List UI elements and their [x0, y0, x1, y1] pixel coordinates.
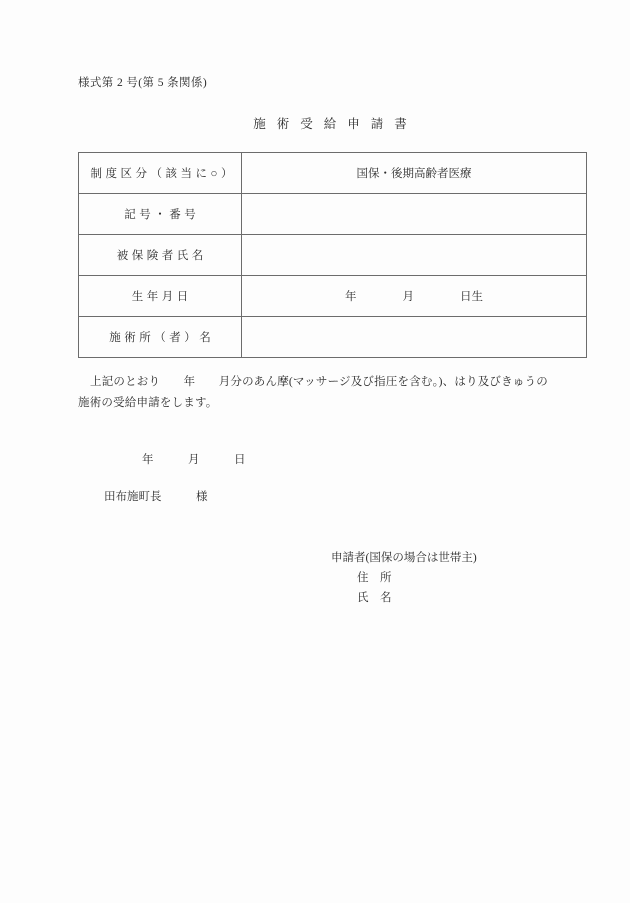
table-row	[79, 153, 587, 194]
table-row	[79, 194, 587, 235]
applicant-name-label[interactable]: 氏 名	[357, 591, 392, 604]
row-label-system-category: 制度区分（該当に○）	[79, 153, 242, 194]
form-number: 様式第 2 号(第 5 条関係)	[78, 77, 208, 89]
submission-date-line[interactable]: 年 月 日	[142, 453, 246, 466]
table-row	[79, 317, 587, 358]
row-label-insured-name: 被保険者氏名	[79, 235, 242, 276]
row-value-symbol-number[interactable]	[242, 194, 587, 235]
row-label-clinic-name: 施術所（者）名	[79, 317, 242, 358]
row-value-birth-date[interactable]: 年 月 日生	[242, 276, 587, 317]
table-row	[79, 276, 587, 317]
row-label-birth-date: 生年月日	[79, 276, 242, 317]
row-label-symbol-number: 記号・番号	[79, 194, 242, 235]
row-value-clinic-name[interactable]	[242, 317, 587, 358]
row-value-insured-name[interactable]	[242, 235, 587, 276]
page-title: 施術受給申請書	[253, 116, 418, 131]
addressee-line: 田布施町長 様	[104, 491, 208, 504]
applicant-address-label[interactable]: 住 所	[357, 571, 392, 584]
row-value-system-category[interactable]: 国保・後期高齢者医療	[242, 153, 587, 194]
applicant-info-table	[78, 152, 587, 358]
table-row	[79, 235, 587, 276]
application-statement: 上記のとおり 年 月分のあん摩(マッサージ及び指圧を含む。)、はり及びきゅうの施術の受給申請をします。	[78, 376, 548, 410]
applicant-block	[78, 548, 552, 608]
applicant-heading: 申請者(国保の場合は世帯主)	[331, 551, 477, 564]
